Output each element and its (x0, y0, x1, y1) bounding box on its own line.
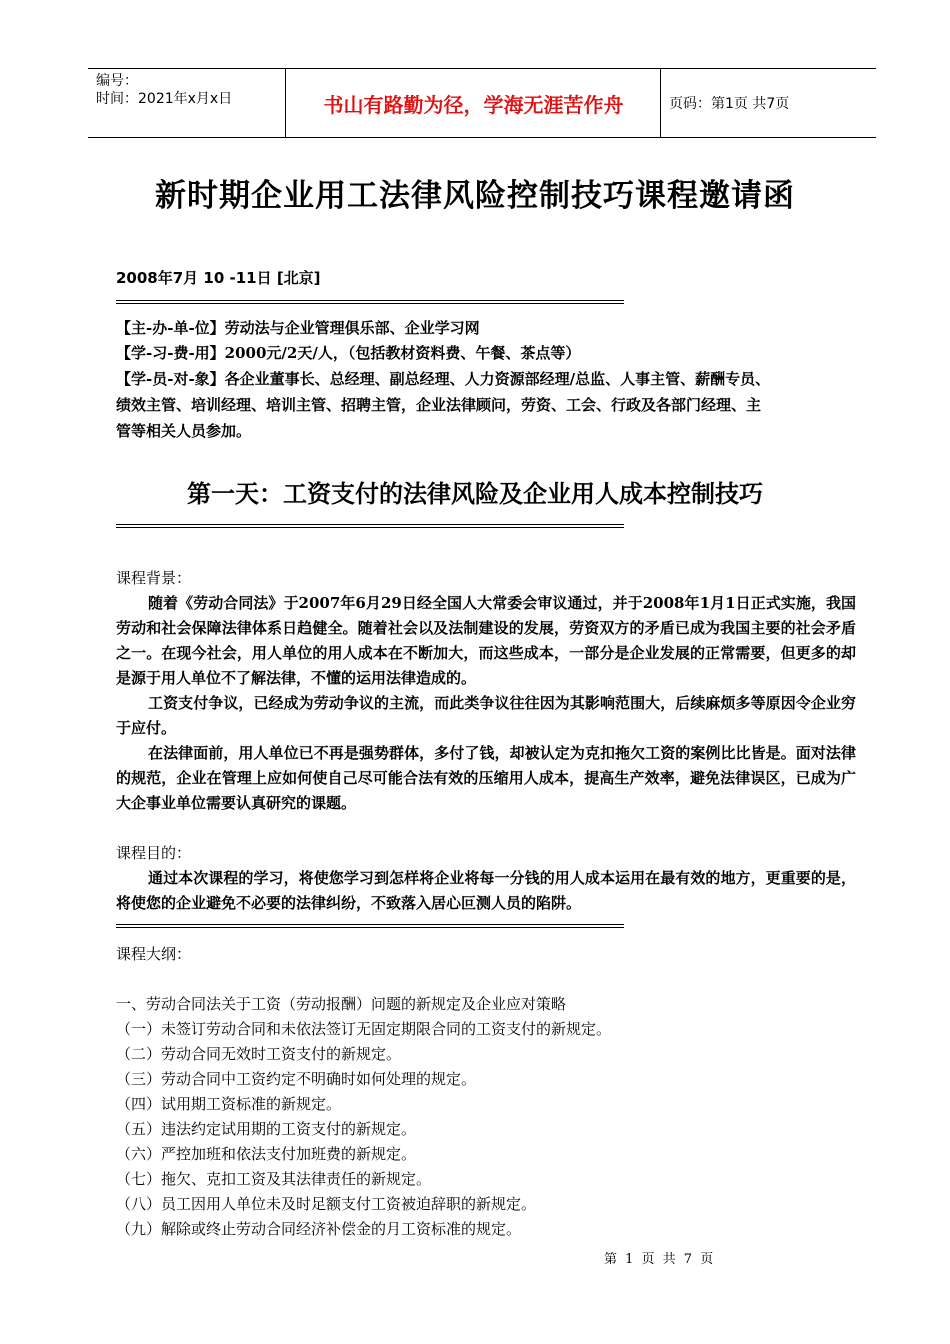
purpose-paragraph: 通过本次课程的学习，将使您学习到怎样将企业将每一分钱的用人成本运用在最有效的地方，更重要的是，将使您的企业避免不必要的法律纠纷，不致落入居心叵测人员的陷阱。 (116, 869, 856, 912)
outline-item: （三）劳动合同中工资约定不明确时如何处理的规定。 (116, 1070, 477, 1088)
background-paragraph-2: 工资支付争议，已经成为劳动争议的主流，而此类争议往往因为其影响范围大，后续麻烦多等原因令企业穷于应付。 (116, 694, 856, 737)
page-footer: 第 1 页 共 7 页 (604, 1252, 716, 1267)
info-fee: 【学-习-费-用】2000元/2天/人，（包括教材资料费、午餐、茶点等） (116, 344, 581, 362)
outline-item: （九）解除或终止劳动合同经济补偿金的月工资标准的规定。 (116, 1220, 522, 1238)
number-label: 编号： (96, 73, 138, 89)
outline-item: （六）严控加班和依法支付加班费的新规定。 (116, 1145, 417, 1163)
divider-3 (116, 924, 624, 928)
divider-1 (116, 300, 624, 304)
outline-item: （八）员工因用人单位未及时足额支付工资被迫辞职的新规定。 (116, 1195, 537, 1213)
page-header (88, 68, 876, 138)
outline-item: （二）劳动合同无效时工资支付的新规定。 (116, 1045, 402, 1063)
divider-2 (116, 524, 624, 528)
header-motto: 书山有路勤为径，学海无涯苦作舟 (287, 69, 661, 137)
purpose-label: 课程目的： (116, 844, 192, 862)
outline-label: 课程大纲： (116, 945, 192, 963)
info-audience-line-2: 绩效主管、培训经理、培训主管、招聘主管，企业法律顾问，劳资、工会、行政及各部门经理、主 (116, 396, 762, 414)
background-paragraph-1: 随着《劳动合同法》于2007年6月29日经全国人大常委会审议通过，并于2008年1月1日正式实施，我国劳动和社会保障法律体系日趋健全。随着社会以及法制建设的发展，劳资双方的矛盾已成为我国主要的社会矛盾之一。在现今社会，用人单位的用人成本在不断加大，而这些成本，一部分是企业发展的正常需要，但更多的却是源于用人单位不了解法律，不懂的运用法律造成的。 (116, 594, 856, 687)
date-line: 2008年7月 10 -11日 [北京] (116, 269, 321, 287)
document-title: 新时期企业用工法律风险控制技巧课程邀请函 (155, 178, 795, 214)
day-title: 第一天：工资支付的法律风险及企业用人成本控制技巧 (187, 480, 763, 508)
outline-item: （一）未签订劳动合同和未依法签订无固定期限合同的工资支付的新规定。 (116, 1020, 612, 1038)
header-page-info: 页码：第1页 共7页 (669, 96, 790, 112)
outline-item: （五）违法约定试用期的工资支付的新规定。 (116, 1120, 417, 1138)
info-organizer: 【主-办-单-位】劳动法与企业管理俱乐部、企业学习网 (116, 319, 480, 337)
outline-item: （七）拖欠、克扣工资及其法律责任的新规定。 (116, 1170, 432, 1188)
background-label: 课程背景： (116, 569, 192, 587)
time-label: 时间：2021年x月x日 (96, 91, 233, 107)
info-audience-line-3: 管等相关人员参加。 (116, 422, 252, 440)
info-audience-line-1: 【学-员-对-象】各企业董事长、总经理、副总经理、人力资源部经理/总监、人事主管、薪酬专员、 (116, 370, 771, 388)
header-meta (88, 69, 286, 137)
outline-item: （四）试用期工资标准的新规定。 (116, 1095, 342, 1113)
outline-section-1: 一、劳动合同法关于工资（劳动报酬）问题的新规定及企业应对策略 (116, 995, 567, 1013)
background-paragraph-3: 在法律面前，用人单位已不再是强势群体，多付了钱，却被认定为克扣拖欠工资的案例比比皆是。面对法律的规范，企业在管理上应如何使自己尽可能合法有效的压缩用人成本，提高生产效率，避免法律误区，已成为广大企事业单位需要认真研究的课题。 (116, 744, 856, 812)
